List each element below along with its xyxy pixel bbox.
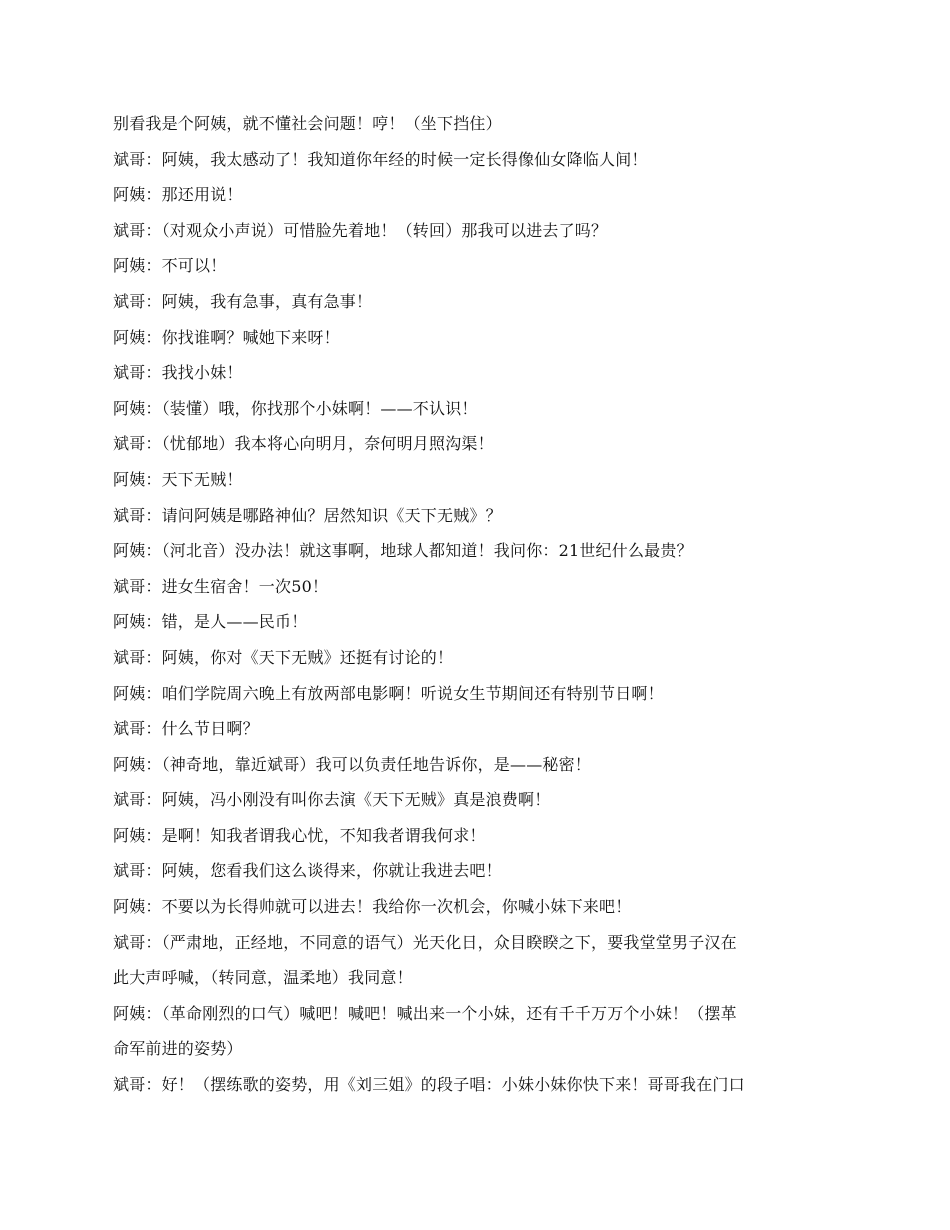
- text-line: 阿姨：那还用说！: [113, 185, 243, 205]
- text-line: 斌哥：好！（摆练歌的姿势，用《刘三姐》的段子唱：小妹小妹你快下来！哥哥我在门口: [113, 1075, 745, 1095]
- text-line: 斌哥：我找小妹！: [113, 363, 243, 383]
- text-line: 别看我是个阿姨，就不懂社会问题！哼！（坐下挡住）: [113, 114, 502, 133]
- text-line: 阿姨：不要以为长得帅就可以进去！我给你一次机会，你喊小妹下来吧！: [113, 897, 632, 917]
- text-line: 阿姨：咱们学院周六晚上有放两部电影啊！听说女生节期间还有特别节日啊！: [113, 683, 664, 703]
- text-line: 阿姨：（装懂）哦，你找那个小妹啊！——不认识！: [113, 398, 478, 418]
- text-line: 命军前进的姿势）: [113, 1039, 243, 1059]
- text-line: 斌哥：（对观众小声说）可惜脸先着地！（转回）那我可以进去了吗？: [113, 220, 608, 240]
- text-line: 斌哥：阿姨，我有急事，真有急事！: [113, 291, 373, 311]
- text-line: 斌哥：（忧郁地）我本将心向明月，奈何明月照沟渠！: [113, 434, 494, 454]
- text-line: 阿姨：（革命刚烈的口气）喊吧！喊吧！喊出来一个小妹，还有千千万万个小妹！（摆革: [113, 1003, 737, 1023]
- text-line: 阿姨：你找谁啊？喊她下来呀！: [113, 327, 340, 347]
- script-text: [113, 106, 843, 1103]
- text-line: 阿姨：错，是人——民币！: [113, 612, 308, 632]
- text-line: 斌哥：进女生宿舍！一次50！: [113, 576, 329, 596]
- text-line: 阿姨：（神奇地，靠近斌哥）我可以负责任地告诉你，是——秘密！: [113, 754, 592, 774]
- text-line: 阿姨：是啊！知我者谓我心忧，不知我者谓我何求！: [113, 825, 486, 845]
- text-line: 阿姨：天下无贼！: [113, 469, 243, 489]
- text-line: 斌哥：阿姨，我太感动了！我知道你年经的时候一定长得像仙女降临人间！: [113, 149, 648, 169]
- text-line: 斌哥：什么节日啊？: [113, 719, 259, 739]
- text-line: 斌哥：阿姨，冯小刚没有叫你去演《天下无贼》真是浪费啊！: [113, 790, 551, 810]
- text-line: 此大声呼喊，（转同意，温柔地）我同意！: [113, 968, 413, 988]
- text-line: 斌哥：（严肃地，正经地，不同意的语气）光天化日，众目睽睽之下，要我堂堂男子汉在: [113, 932, 737, 952]
- text-line: 阿姨：（河北音）没办法！就这事啊，地球人都知道！我问你：21世纪什么最贵？: [113, 541, 693, 561]
- text-line: 斌哥：阿姨，您看我们这么谈得来，你就让我进去吧！: [113, 861, 502, 881]
- text-line: 斌哥：请问阿姨是哪路神仙？居然知识《天下无贼》？: [113, 505, 502, 525]
- text-line: 斌哥：阿姨，你对《天下无贼》还挺有讨论的！: [113, 647, 454, 667]
- text-line: 阿姨：不可以！: [113, 256, 227, 276]
